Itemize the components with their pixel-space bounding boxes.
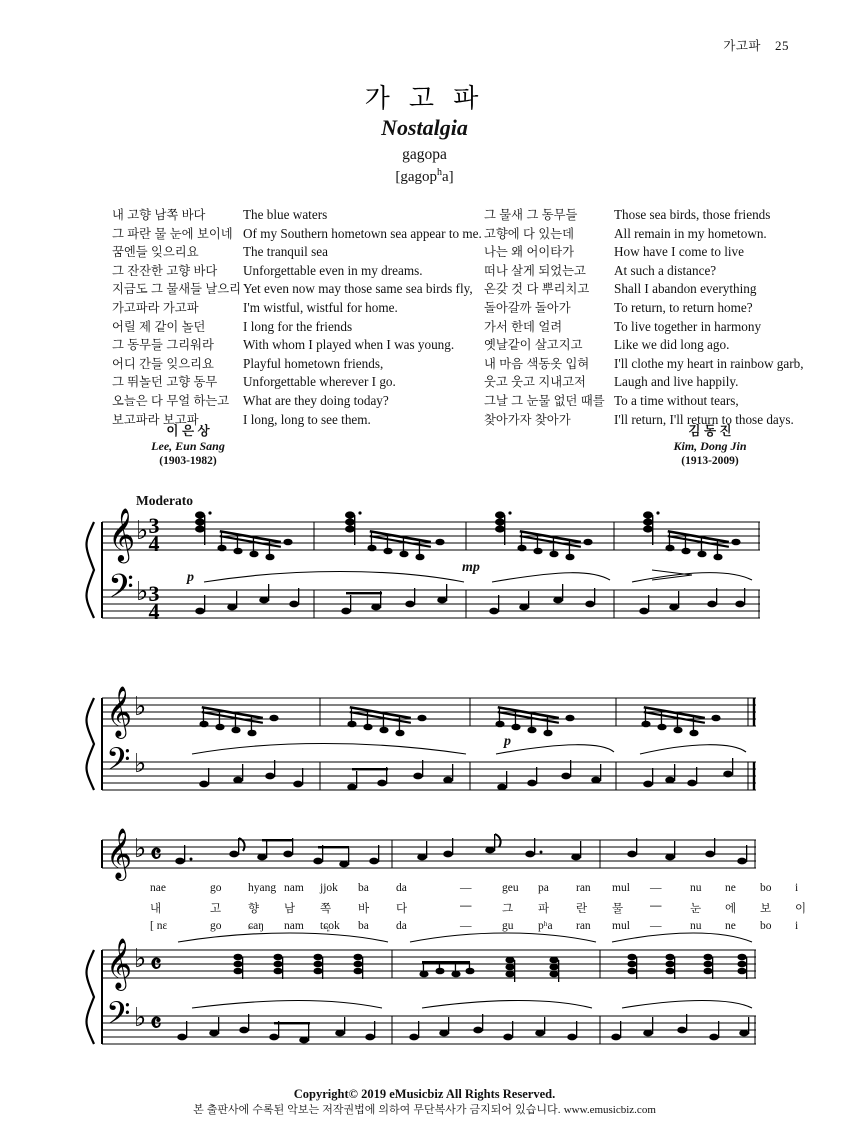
svg-text:3: 3 <box>148 581 160 606</box>
vocal-syllable: 쪽 <box>320 903 332 915</box>
vocal-syllable: nu <box>690 882 702 894</box>
slurs-2 <box>192 744 746 755</box>
vocal-syllable: 내 <box>150 903 162 915</box>
key-signature-treble-3: ♭ <box>134 944 147 973</box>
svg-text:3: 3 <box>148 513 160 538</box>
title-romanized: gagopa <box>402 145 447 163</box>
lyric-line: I long, long to see them. <box>243 411 371 427</box>
lyrics-column-english-2 <box>614 206 804 429</box>
title-ipa <box>0 167 849 186</box>
title-block <box>0 84 849 186</box>
music-system-1 <box>92 508 757 638</box>
svg-text:𝄞: 𝄞 <box>108 509 136 560</box>
vocal-syllable: tɕ͈ok <box>320 920 340 932</box>
lyric-line: I'll clothe my heart in rainbow garb, <box>614 355 804 371</box>
music-system-2 <box>92 688 757 798</box>
vocal-syllable: mul <box>612 920 630 932</box>
system-brace-3 <box>87 950 95 1044</box>
lyric-line: Unforgettable even in my dreams. <box>243 262 423 278</box>
vocal-syllable: — <box>460 900 472 912</box>
title-translation: Nostalgia <box>381 114 468 140</box>
lyric-line: The blue waters <box>243 207 328 222</box>
treble-staff-3 <box>102 950 756 978</box>
ipa-superscript: h <box>437 166 442 178</box>
vocal-syllable: nam <box>284 920 304 932</box>
lyric-line: 내 마음 색동옷 입혀 <box>484 356 590 371</box>
vocal-syllable: 남 <box>284 903 296 915</box>
lyric-line: Laugh and live happily. <box>614 374 739 390</box>
dynamic-p-1: p <box>187 570 194 585</box>
vocal-syllable: — <box>460 882 472 894</box>
key-signature-treble: ♭ <box>136 516 149 545</box>
vocal-syllable: 바 <box>358 903 370 915</box>
vocal-syllable: bo <box>760 882 772 894</box>
system-brace <box>87 522 95 618</box>
system-1-notation <box>92 508 772 638</box>
lyrics-column-english-1 <box>243 206 482 429</box>
vocal-syllable: jjok <box>320 882 338 894</box>
vocal-syllable: 향 <box>248 903 260 915</box>
lyric-line: 옛날같이 살고지고 <box>484 338 583 353</box>
bass-staff-3 <box>102 1016 756 1044</box>
lyricist-credit <box>128 424 248 469</box>
lyric-line: 웃고 웃고 지내고저 <box>484 375 586 390</box>
lyric-line: 내 고향 남쪽 바다 <box>112 208 206 222</box>
lyric-line: I long for the friends <box>243 318 353 334</box>
vocal-syllable: 에 <box>725 903 737 915</box>
key-signature-bass-2: ♭ <box>134 749 147 778</box>
lyric-line: 어릴 제 같이 놀던 <box>112 319 206 334</box>
vocal-syllable: ɕaŋ <box>248 920 264 932</box>
vocal-syllable: pa <box>538 882 549 894</box>
lyrics-column-korean-1 <box>112 206 241 429</box>
vocal-syllable: 이 <box>795 903 807 915</box>
running-header <box>723 36 789 54</box>
lyric-line: 그 잔잔한 고향 바다 <box>112 263 218 278</box>
svg-text:𝄢: 𝄢 <box>108 568 134 613</box>
dynamic-p-2: p <box>504 734 511 749</box>
copyright-line: Copyright© 2019 eMusicbiz All Rights Reserved. <box>293 1087 556 1101</box>
lyric-line: Like we did long ago. <box>614 337 730 353</box>
lyricist-name-roman: Lee, Eun Sang <box>151 439 225 453</box>
vocal-syllable: 물 <box>612 903 624 915</box>
vocal-syllable: [ nɛ <box>150 920 168 932</box>
lyric-line: How have I come to live <box>614 244 745 260</box>
footer <box>0 1086 849 1118</box>
vocal-syllable: bo <box>760 920 772 932</box>
music-system-3 <box>92 829 807 1070</box>
vocal-syllable: — <box>650 882 662 894</box>
lyric-line: 보고파라 보고파 <box>112 412 199 427</box>
bass-clef-icon-3: 𝄢 <box>106 997 131 1039</box>
system-3-notation <box>92 830 772 1070</box>
ipa-start: [gagop <box>395 168 437 185</box>
vocal-syllable: 그 <box>502 903 514 915</box>
vocal-syllable: nae <box>150 882 166 894</box>
lyric-line: 떠나 살게 되었는고 <box>484 263 586 278</box>
lyric-line: Those sea birds, those friends <box>614 207 771 222</box>
vocal-syllable: 파 <box>538 903 550 915</box>
vocal-syllable: ran <box>576 882 591 894</box>
bass-clef-icon <box>108 568 134 613</box>
title-korean: 가 고 파 <box>364 83 485 113</box>
vocal-syllable: mul <box>612 882 630 894</box>
treble-clef-icon-3: 𝄞 <box>106 939 133 988</box>
vocal-syllable: i <box>795 882 799 894</box>
lyric-line: 가서 한데 얼려 <box>484 319 563 334</box>
key-signature-treble-2: ♭ <box>134 692 147 721</box>
vocal-syllable: i <box>795 920 799 932</box>
vocal-syllable: 고 <box>210 903 222 915</box>
composer-credit <box>640 424 780 469</box>
lyric-line: I'll return, I'll return to those days. <box>614 411 794 427</box>
svg-text:4: 4 <box>148 531 160 556</box>
lyric-line: To live together in harmony <box>614 318 762 334</box>
bass-notes-2 <box>199 758 733 790</box>
vocal-syllable: ba <box>358 920 369 932</box>
lyric-line: 가고파라 가고파 <box>112 300 199 315</box>
treble-clef-icon-2: 𝄞 <box>106 687 133 736</box>
vocal-syllable: go <box>210 882 222 894</box>
vocal-syllable: pʰa <box>538 920 553 932</box>
vocal-syllable: — <box>460 920 472 932</box>
key-signature-vocal: ♭ <box>134 834 147 863</box>
piano-lh-notes-3 <box>177 1014 749 1043</box>
vocal-syllable: hyang <box>248 882 277 894</box>
lyric-line: Shall I abandon everything <box>614 281 757 297</box>
key-signature-bass: ♭ <box>136 577 149 606</box>
lyric-line: Of my Southern hometown sea appear to me. <box>243 225 482 241</box>
lyric-line: 나는 왜 어이타가 <box>484 245 574 260</box>
lyric-line: 그날 그 눈물 없던 때를 <box>484 393 605 408</box>
common-time-signature-bass-3: 𝄴 <box>150 1009 162 1038</box>
lyric-line: What are they doing today? <box>243 392 389 408</box>
notice-text: 본 출판사에 수록된 악보는 저작권법에 의하여 무단복사가 금지되어 있습니다. <box>193 1104 561 1116</box>
composer-years: (1913-2009) <box>681 455 739 467</box>
lyric-line: 어디 간들 잊으리요 <box>112 356 214 371</box>
vocal-syllable: nu <box>690 920 702 932</box>
lyrics-section <box>0 206 849 427</box>
vocal-syllable: 다 <box>396 903 408 915</box>
lyric-line: Playful hometown friends, <box>243 355 384 371</box>
lyric-line: 온갖 것 다 뿌리치고 <box>484 282 590 297</box>
vocal-syllable: ne <box>725 920 736 932</box>
running-title: 가고파 <box>723 39 761 53</box>
vocal-syllable: 눈 <box>690 903 702 915</box>
common-time-signature-vocal: 𝄴 <box>150 840 162 869</box>
svg-text:4: 4 <box>148 599 160 624</box>
composer-name-korean: 김 동 진 <box>688 424 732 438</box>
vocal-notes <box>175 834 747 867</box>
vocal-syllable: 보 <box>760 903 772 915</box>
lyric-line: To return, to return home? <box>614 299 753 315</box>
lyric-line: The tranquil sea <box>243 244 328 260</box>
lyric-line: Unforgettable wherever I go. <box>243 374 396 390</box>
lyric-line: 그 파란 물 눈에 보이네 <box>112 226 233 241</box>
lyricist-years: (1903-1982) <box>159 455 217 467</box>
lyric-line: To a time without tears, <box>614 392 739 408</box>
lyric-line: I'm wistful, wistful for home. <box>243 299 398 315</box>
vocal-syllable: — <box>650 900 662 912</box>
vocal-syllable: nam <box>284 882 304 894</box>
vocal-syllable: gu <box>502 920 514 932</box>
lyric-line: 오늘은 다 무얼 하는고 <box>112 393 230 408</box>
lyrics-column-korean-2 <box>484 206 605 429</box>
lyric-line: 그 뛰놀던 고향 동무 <box>112 375 218 390</box>
vocal-syllable: ne <box>725 882 736 894</box>
vocal-syllable: da <box>396 920 407 932</box>
bass-notes-1 <box>195 584 745 614</box>
page-number: 25 <box>775 38 789 53</box>
treble-beamed-runs-2 <box>199 706 720 736</box>
tempo-marking: Moderato <box>136 493 193 508</box>
common-time-signature-treble-3: 𝄴 <box>150 950 162 979</box>
vocal-syllable: go <box>210 920 222 932</box>
bass-clef-icon-2: 𝄢 <box>106 743 131 785</box>
system-brace-2 <box>87 698 95 790</box>
ipa-end: a] <box>442 168 454 185</box>
vocal-syllable: ran <box>576 920 591 932</box>
treble-clef-icon <box>108 508 135 563</box>
vocal-staff <box>102 840 756 868</box>
vocal-syllable: da <box>396 882 407 894</box>
treble-clef-icon-vocal: 𝄞 <box>106 829 133 878</box>
treble-staff-2 <box>102 698 756 726</box>
time-signature-treble <box>149 513 160 556</box>
vocal-syllable: 란 <box>576 903 588 915</box>
lyric-line: 지금도 그 물새들 날으리 <box>112 282 242 297</box>
lyric-line: At such a distance? <box>614 262 717 278</box>
lyric-line: Yet even now may those same sea birds fly, <box>243 281 473 297</box>
key-signature-bass-3: ♭ <box>134 1003 147 1032</box>
time-signature-bass <box>149 581 160 624</box>
lyric-line: With whom I played when I was young. <box>243 337 455 353</box>
lyric-line: 찾아가자 찾아가 <box>484 412 571 427</box>
system-2-notation <box>92 688 772 808</box>
lyricist-name-korean: 이 은 상 <box>166 424 210 438</box>
composer-name-roman: Kim, Dong Jin <box>673 439 747 453</box>
vocal-syllable: — <box>650 920 662 932</box>
lyric-line: 고향에 다 있는데 <box>484 226 574 241</box>
dynamic-mp-1: mp <box>462 560 480 575</box>
lyric-line: 그 물새 그 동무들 <box>484 208 578 222</box>
treble-beamed-runs-1 <box>217 530 740 560</box>
lyric-line: 꿈엔들 잊으리요 <box>112 245 199 260</box>
copyright-notice-korean <box>0 1102 849 1118</box>
lyric-line: All remain in my hometown. <box>614 225 767 241</box>
website-link[interactable]: www.emusicbiz.com <box>563 1104 656 1116</box>
lyric-line: 그 동무들 그리워라 <box>112 338 214 353</box>
vocal-syllable: ba <box>358 882 369 894</box>
lyric-line: 돌아갈까 돌아가 <box>484 300 571 315</box>
vocal-syllable: geu <box>502 882 519 894</box>
